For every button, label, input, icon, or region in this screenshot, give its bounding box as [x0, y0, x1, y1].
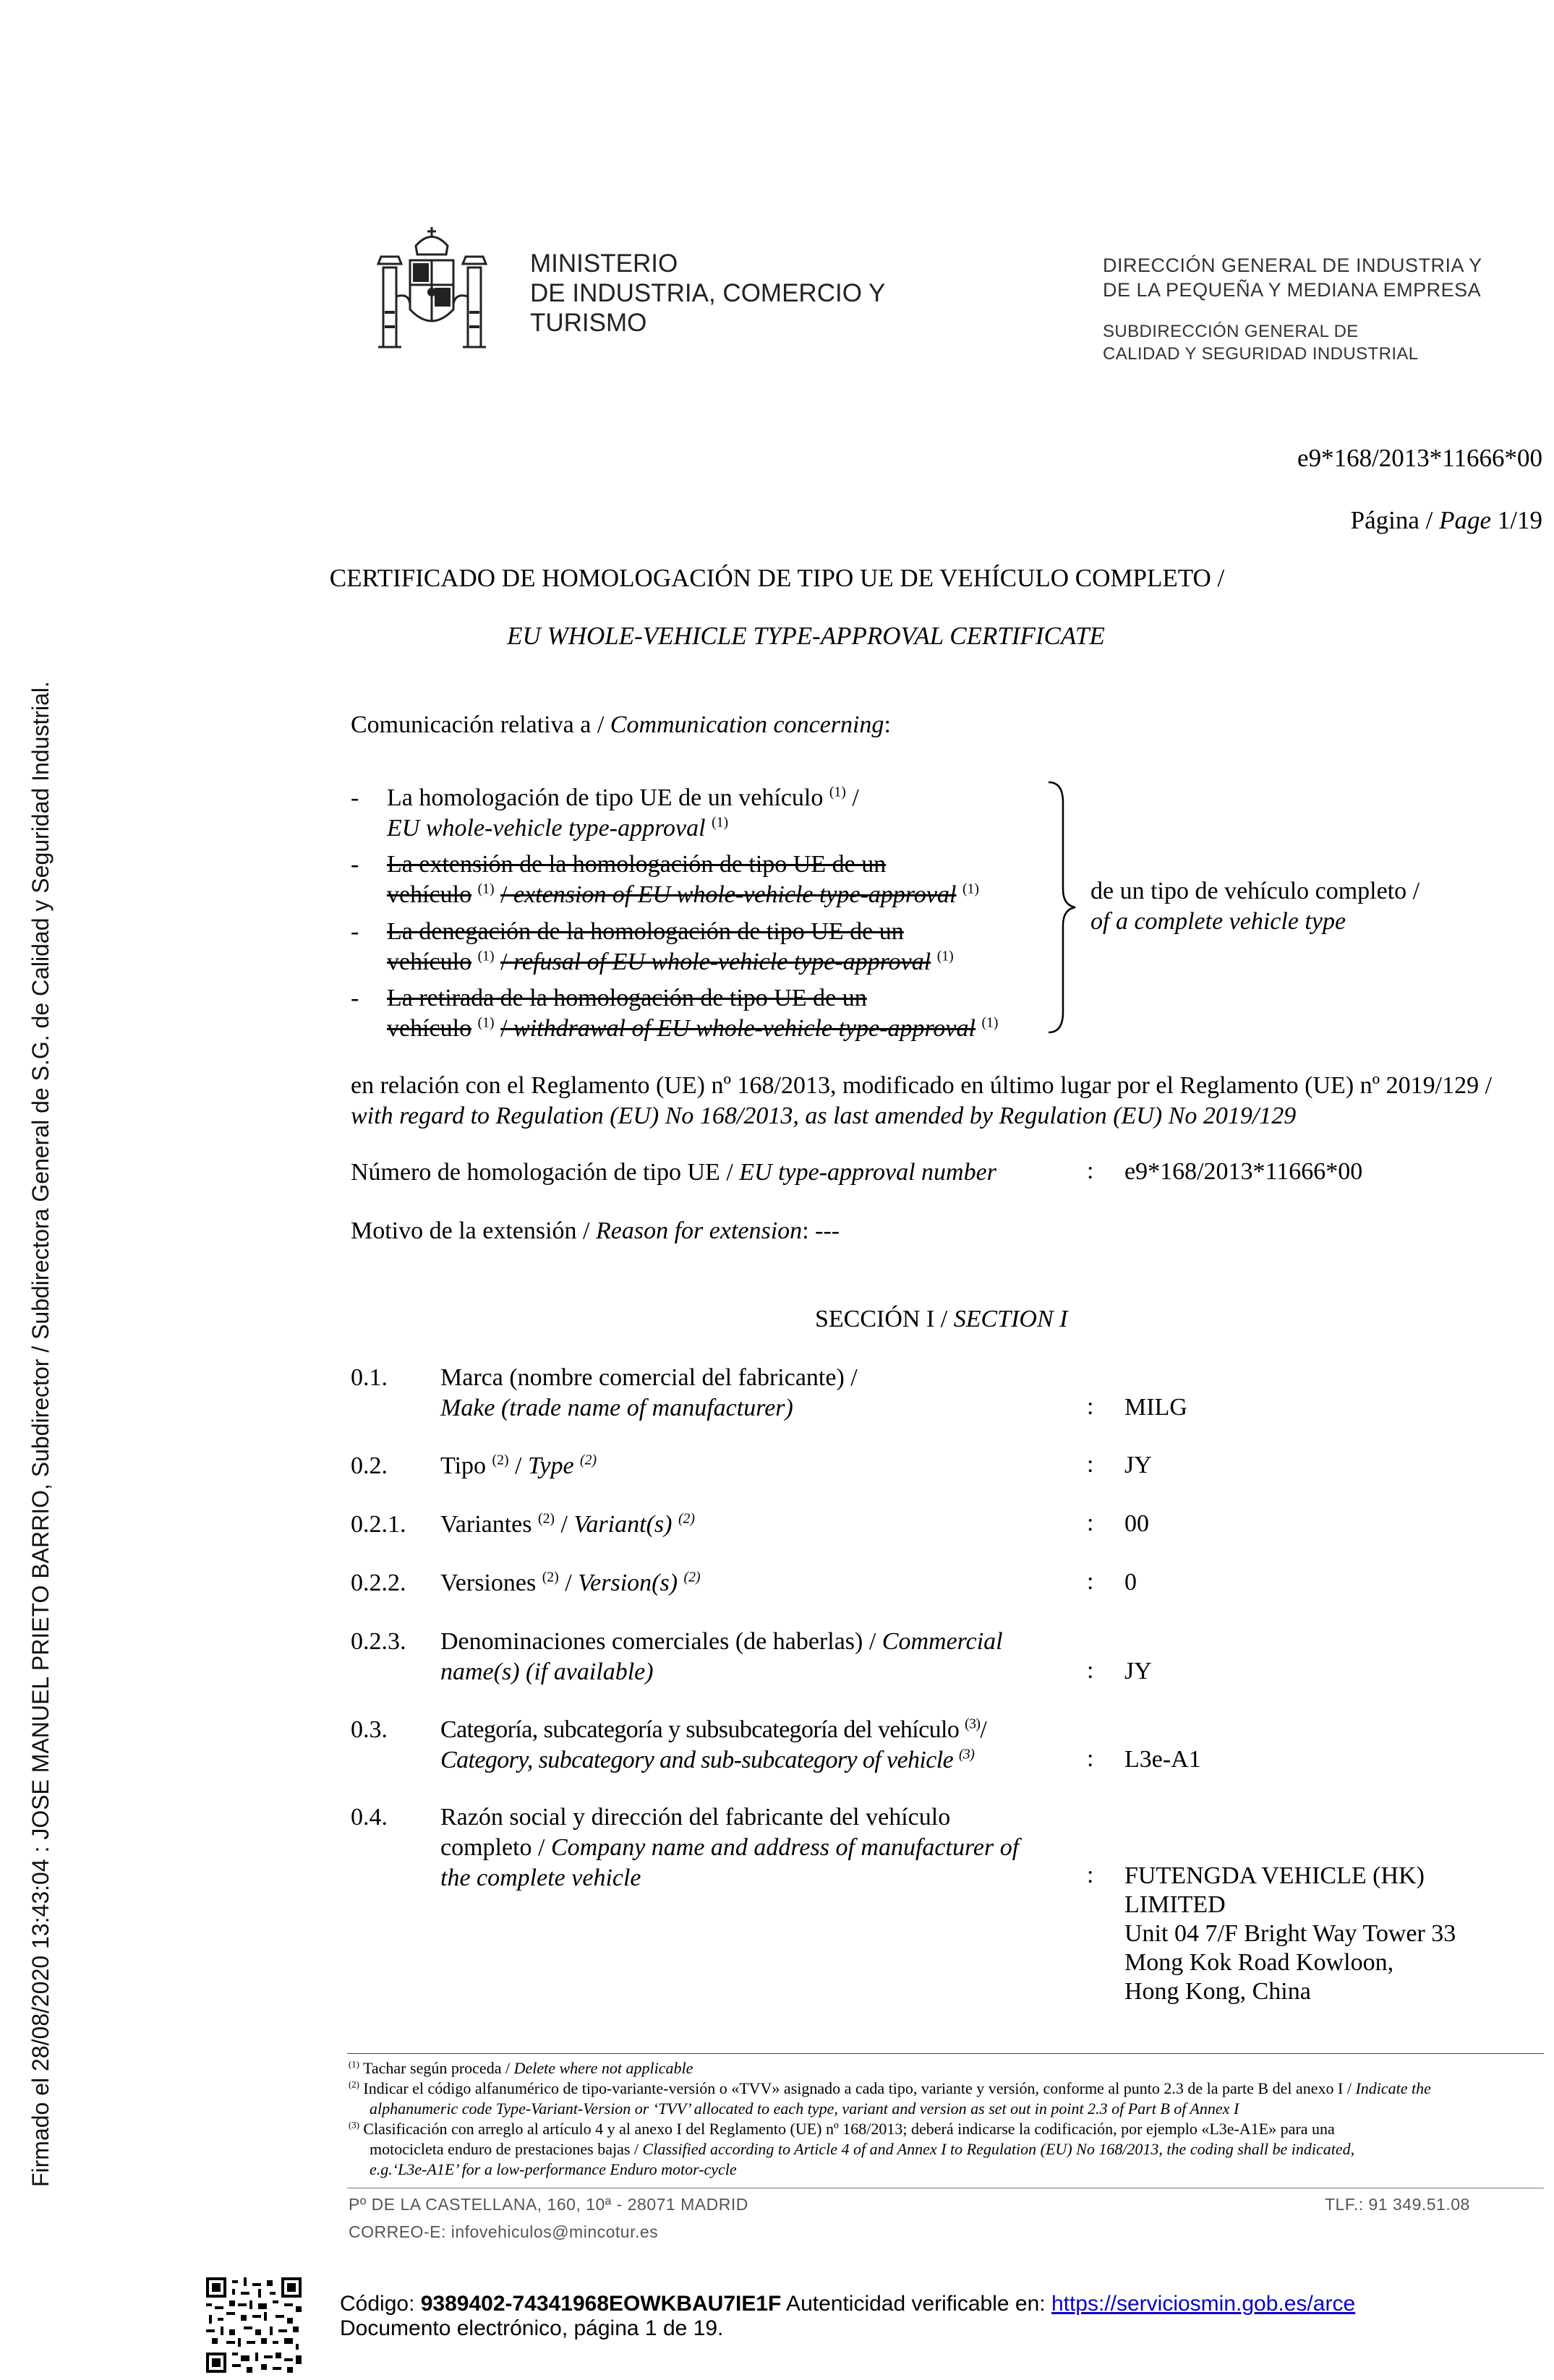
footnote-mark: (3): [349, 2120, 359, 2131]
direction-line: DE LA PEQUEÑA Y MEDIANA EMPRESA: [1103, 279, 1482, 301]
colon: :: [1087, 1862, 1094, 1888]
extension-reason-es: Motivo de la extensión /: [351, 1217, 597, 1244]
colon: :: [1087, 1510, 1094, 1536]
brace-es: de un tipo de vehículo completo /: [1090, 878, 1420, 904]
footnote-ref: (1): [477, 948, 495, 964]
footnote-ref: (1): [962, 881, 979, 897]
page-number: [1351, 506, 1542, 535]
manufacturer-value: [1124, 1862, 1456, 2006]
approval-number-es: Número de homologación de tipo UE /: [351, 1159, 740, 1186]
subdirection-line: CALIDAD Y SEGURIDAD INDUSTRIAL: [1103, 344, 1419, 364]
item-number: 0.2.1.: [351, 1511, 406, 1538]
option-es: La homologación de tipo UE de un vehículo: [387, 784, 824, 811]
footnote-en: Classified according to Article 4 of and Annex I to Regulation (EU) No 168/2013, the coding shall be indicated,: [642, 2140, 1355, 2158]
page-count: 1/19: [1497, 506, 1542, 534]
footnote-es: Indicar el código alfanumérico de tipo-variante-versión o «TVV» asignado a cada tipo, variante y versión, conforme al punto 2.3 de la parte B del anexo I /: [363, 2079, 1356, 2097]
footnote-en: Delete where not applicable: [513, 2059, 693, 2077]
item-manufacturer: [440, 1802, 1019, 1893]
item-es: Denominaciones comerciales (de haberlas) /: [440, 1628, 882, 1655]
communication-colon: :: [884, 711, 891, 738]
extension-reason: [351, 1216, 840, 1246]
ministry-name: [530, 249, 885, 338]
communication-en: Communication concerning: [610, 711, 884, 738]
type-value: JY: [1124, 1452, 1152, 1478]
extension-reason-value: : ---: [802, 1217, 840, 1244]
footnote-es-cont: motocicleta enduro de prestaciones bajas /: [370, 2140, 643, 2158]
signature-stamp: Firmado el 28/08/2020 13:43:04 : JOSE MANUEL PRIETO BARRIO, Subdirector / Subdirectora General de S.G. de Calidad y Seguridad Industrial.: [27, 681, 54, 2187]
option-es-cont: vehículo: [387, 881, 472, 908]
item-en: Version(s): [578, 1570, 678, 1596]
item-en: Company name and address of manufacturer of: [550, 1834, 1020, 1861]
footnote-ref: (1): [829, 784, 846, 800]
item-es-cont: completo /: [440, 1834, 551, 1861]
footnote-ref: (2): [683, 1569, 701, 1585]
section-en: SECTION I: [953, 1306, 1068, 1332]
footnote-ref: (2): [538, 1510, 555, 1527]
ministry-line: MINISTERIO: [530, 249, 678, 278]
certificate-reference: e9*168/2013*11666*00: [1297, 444, 1542, 472]
item-en: Type: [527, 1452, 574, 1479]
colon: :: [1087, 1657, 1094, 1684]
address-line: Mong Kok Road Kowloon,: [1124, 1949, 1394, 1976]
option-extension: La extensión de la homologación de tipo UE de un vehículo $^{(1)}$ / extension of EU whole-vehicle type-approval $^{(1)}$: [387, 851, 979, 908]
category-value: L3e-A1: [1124, 1746, 1201, 1773]
make-value: MILG: [1124, 1394, 1187, 1421]
item-number: 0.4.: [351, 1804, 388, 1831]
regulation-text: [351, 1071, 1492, 1131]
item-es: Variantes: [440, 1511, 532, 1538]
item-es: Marca (nombre comercial del fabricante) /: [440, 1364, 858, 1391]
item-en: Make (trade name of manufacturer): [440, 1395, 793, 1421]
communication-line: [351, 710, 891, 740]
item-category: Categoría, subcategoría y subsubcategoría del vehículo $^{(3)}$/ Category, subcategory and sub-subcategory of vehicle $^{(3)}$: [440, 1716, 987, 1773]
option-bullet: -: [351, 985, 359, 1011]
footnote-divider: [347, 2053, 1544, 2054]
option-bullet: -: [351, 918, 359, 945]
approval-number-en: EU type-approval number: [739, 1159, 996, 1186]
communication-es: Comunicación relativa a /: [351, 711, 610, 738]
option-en: withdrawal of EU whole-vehicle type-approval: [513, 1015, 975, 1042]
item-en-cont: the complete vehicle: [440, 1865, 641, 1891]
colon: :: [1087, 1451, 1094, 1478]
option-es-cont: vehículo: [387, 1015, 472, 1042]
extension-reason-en: Reason for extension: [596, 1217, 803, 1244]
regulation-es: en relación con el Reglamento (UE) nº 168/2013, modificado en último lugar por el Reglamento (UE) nº 2019/129 /: [351, 1072, 1493, 1099]
verification-text: Autenticidad verificable en:: [781, 2292, 1051, 2316]
section-es: SECCIÓN I /: [815, 1306, 954, 1332]
item-es: Categoría, subcategoría y subsubcategoría del vehículo: [440, 1716, 960, 1743]
footnote-3: [349, 2119, 1354, 2180]
footnote-en-cont: e.g.‘L3e-A1E’ for a low-performance Enduro motor-cycle: [370, 2160, 737, 2178]
direction-general: [1103, 253, 1482, 302]
subdirection-line: SUBDIRECCIÓN GENERAL DE: [1103, 322, 1359, 341]
footnote-ref: (1): [477, 881, 495, 897]
option-refusal: La denegación de la homologación de tipo UE de un vehículo $^{(1)}$ / refusal of EU whole-vehicle type-approval $^{(1)}$: [387, 918, 954, 975]
item-en: Category, subcategory and sub-subcategory of vehicle: [440, 1747, 954, 1773]
brace-en: of a complete vehicle type: [1090, 908, 1346, 935]
qr-code-icon: [206, 2277, 302, 2373]
subdirection: [1103, 320, 1419, 365]
item-en: Variant(s): [573, 1511, 673, 1538]
option-bullet: -: [351, 784, 359, 811]
title-spanish: CERTIFICADO DE HOMOLOGACIÓN DE TIPO UE DE VEHÍCULO COMPLETO /: [329, 564, 1225, 592]
option-en: refusal of EU whole-vehicle type-approval: [513, 949, 931, 975]
variants-value: 00: [1124, 1510, 1149, 1537]
option-es: La retirada de la homologación de tipo UE de un: [387, 985, 867, 1011]
option-bullet: -: [351, 851, 359, 878]
approval-number-value: e9*168/2013*11666*00: [1124, 1158, 1363, 1185]
item-number: 0.2.3.: [351, 1628, 406, 1655]
address-line: Hong Kong, China: [1124, 1978, 1311, 2005]
colon: :: [1087, 1157, 1094, 1184]
item-variants: Variantes $^{(2)}$ / Variant(s) $^{(2)}$: [440, 1510, 695, 1538]
option-en: EU whole-vehicle type-approval: [387, 815, 706, 842]
footnote-ref: (3): [959, 1746, 975, 1763]
footnote-ref: (2): [492, 1452, 509, 1468]
footer-phone: TLF.: 91 349.51.08: [1325, 2195, 1470, 2214]
footnote-mark: (2): [349, 2079, 359, 2090]
footnote-ref: (2): [678, 1510, 695, 1527]
item-make: [440, 1363, 858, 1424]
footnote-ref: (2): [580, 1452, 597, 1468]
item-number: 0.3.: [351, 1716, 388, 1743]
item-type: Tipo $^{(2)}$ / Type $^{(2)}$: [440, 1452, 597, 1479]
footer-address: Pº DE LA CASTELLANA, 160, 10ª - 28071 MADRID: [349, 2195, 748, 2214]
option-es: La extensión de la homologación de tipo UE de un: [387, 851, 887, 878]
footnote-ref: (1): [936, 948, 954, 964]
footnote-ref: (1): [981, 1014, 999, 1031]
title-english: EU WHOLE-VEHICLE TYPE-APPROVAL CERTIFICATE: [507, 622, 1105, 650]
page-prefix: Página /: [1350, 506, 1440, 534]
option-en: extension of EU whole-vehicle type-approval: [513, 881, 957, 908]
section-heading: [815, 1304, 1067, 1335]
item-es: Razón social y dirección del fabricante del vehículo: [440, 1804, 951, 1831]
approval-number-label: [351, 1157, 996, 1188]
ministry-line: TURISMO: [530, 309, 647, 337]
complete-vehicle-type: [1090, 876, 1419, 937]
footnote-en: Indicate the: [1355, 2079, 1431, 2097]
item-commercial-names: [440, 1627, 1003, 1687]
item-number: 0.1.: [351, 1364, 388, 1391]
verification-block: [340, 2292, 1355, 2341]
address-line: FUTENGDA VEHICLE (HK): [1124, 1862, 1425, 1889]
curly-brace: [1045, 781, 1081, 1034]
page-word: Page: [1439, 506, 1492, 534]
colon: :: [1087, 1745, 1094, 1772]
versions-value: 0: [1124, 1569, 1137, 1596]
regulation-en: with regard to Regulation (EU) No 168/2013, as last amended by Regulation (EU) No 2019/129: [351, 1103, 1297, 1129]
footer-email: CORREO-E: infovehiculos@mincotur.es: [349, 2222, 659, 2241]
footnote-mark: (1): [349, 2059, 359, 2070]
footnote-ref: (3): [965, 1716, 981, 1732]
coat-of-arms-icon: [365, 224, 499, 365]
item-es: Versiones: [440, 1570, 537, 1596]
option-approval: La homologación de tipo UE de un vehículo $^{(1)}$ / EU whole-vehicle type-approval $^{(1)}$: [387, 784, 859, 842]
footnote-en-cont: alphanumeric code Type-Variant-Version or ‘TVV’ allocated to each type, variant and version as set out in point 2.3 of Part B of Annex I: [370, 2099, 1239, 2118]
option-es: La denegación de la homologación de tipo UE de un: [387, 918, 904, 945]
commercial-names-value: JY: [1124, 1658, 1152, 1685]
address-line: LIMITED: [1124, 1891, 1226, 1918]
verification-code: 9389402-74341968EOWKBAU7IE1F: [420, 2292, 782, 2316]
code-label: Código:: [340, 2292, 421, 2316]
item-number: 0.2.2.: [351, 1570, 406, 1596]
option-withdrawal: La retirada de la homologación de tipo UE de un vehículo $^{(1)}$ / withdrawal of EU whole-vehicle type-approval $^{(1)}$: [387, 985, 999, 1042]
verification-link[interactable]: https://serviciosmin.gob.es/arce: [1051, 2292, 1356, 2316]
item-en-cont: name(s) (if available): [440, 1658, 654, 1685]
address-line: Unit 04 7/F Bright Way Tower 33: [1124, 1920, 1456, 1947]
footnote-2: [349, 2079, 1431, 2119]
direction-line: DIRECCIÓN GENERAL DE INDUSTRIA Y: [1103, 254, 1482, 276]
item-es: Tipo: [440, 1452, 487, 1479]
option-es-cont: vehículo: [387, 949, 472, 975]
ministry-line: DE INDUSTRIA, COMERCIO Y: [530, 279, 886, 307]
document-page-info: Documento electrónico, página 1 de 19.: [340, 2316, 724, 2340]
footnote-ref: (1): [712, 814, 729, 831]
item-en: Commercial: [881, 1628, 1003, 1655]
item-versions: Versiones $^{(2)}$ / Version(s) $^{(2)}$: [440, 1569, 701, 1596]
footnote-es: Tachar según proceda /: [362, 2059, 514, 2077]
item-number: 0.2.: [351, 1452, 388, 1479]
footnote-es: Clasificación con arreglo al artículo 4 y al anexo I del Reglamento (UE) nº 168/2013; deberá indicarse la codificación, por ejemplo «L3e-A1E» para una: [363, 2120, 1335, 2138]
footnote-ref: (1): [477, 1014, 495, 1031]
footnote-1: [349, 2058, 693, 2079]
footnote-ref: (2): [542, 1569, 559, 1585]
colon: :: [1087, 1568, 1094, 1595]
colon: :: [1087, 1393, 1094, 1420]
